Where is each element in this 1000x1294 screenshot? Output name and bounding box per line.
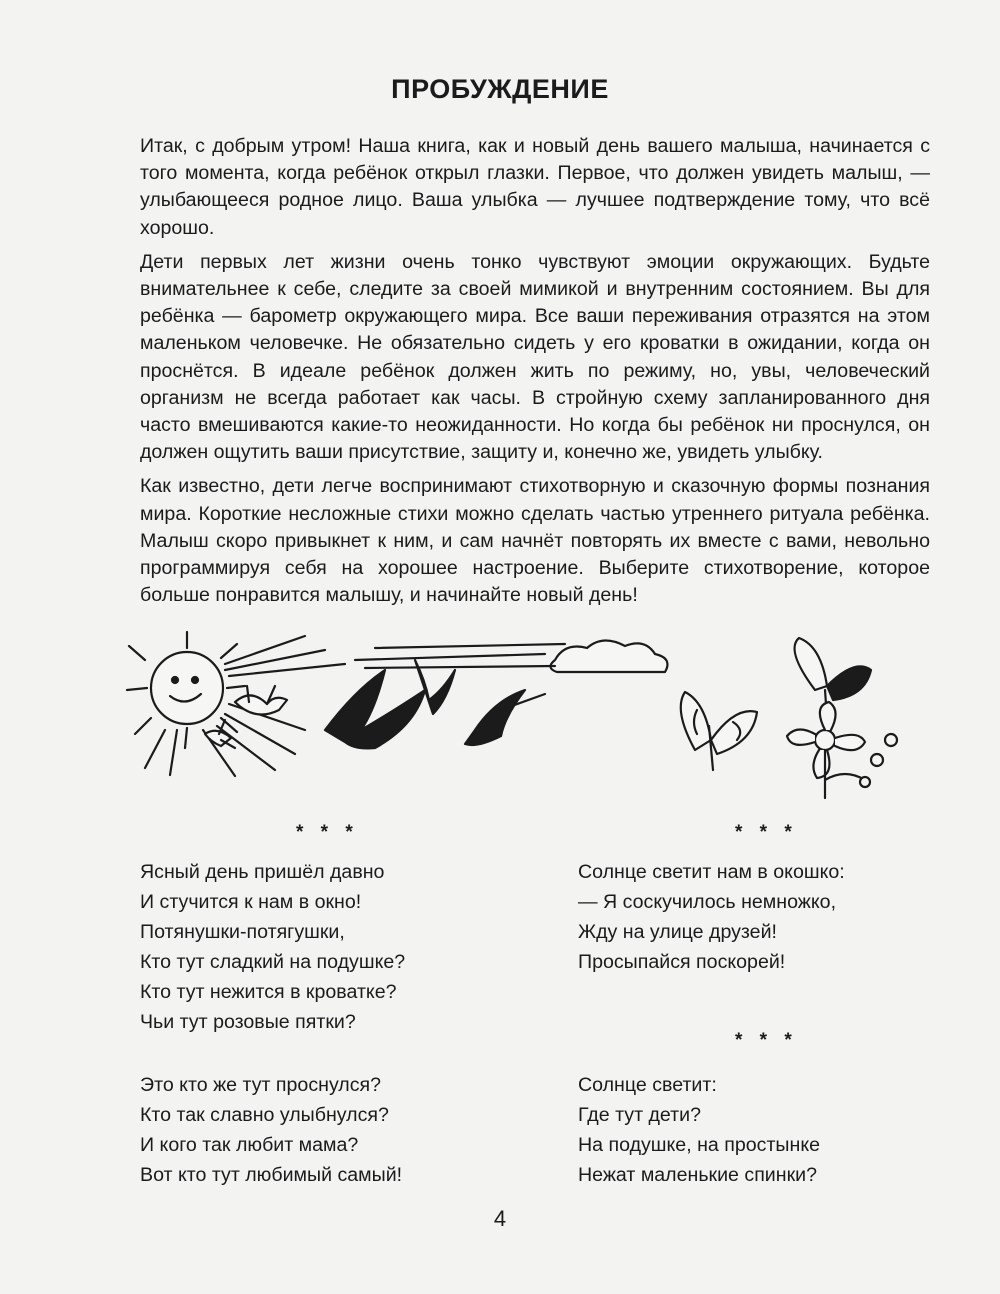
poem-line: Жду на улице друзей! xyxy=(578,921,777,943)
poem-line: Потянушки-потягушки, xyxy=(140,921,345,943)
poem-line: Солнце светит нам в окошко: xyxy=(578,861,845,883)
butterfly-icon xyxy=(681,638,871,770)
poem-line: Это кто же тут проснулся? xyxy=(140,1074,382,1096)
poem-right-1 xyxy=(578,857,845,977)
poem-separator: * * * xyxy=(296,822,359,843)
poem-line: И стучится к нам в окно! xyxy=(140,891,362,913)
poem-line: Кто так славно улыбнулся? xyxy=(140,1104,389,1126)
paragraph: Дети первых лет жизни очень тонко чувствуют эмоции окружающих. Будьте внимательнее к себе, следите за своей мимикой и внутренним состоянием. Вы для ребёнка — барометр окружающего мира. Все ваши переживания отразятся на этом маленьком человечке. Не обязательно сидеть у его кроватки в ожидании, когда он проснётся. В идеале ребёнок должен жить по режиму, но, увы, человеческий организм не всегда работает как часы. В стройную схему запланированного дня часто вмешиваются какие-то неожиданности. Но когда бы ребёнок ни проснулся, он должен ощутить ваши присутствие, защиту и, конечно же, увидеть улыбку. xyxy=(140,250,930,464)
paragraph: Как известно, дети легче воспринимают стихотворную и сказочную формы познания мира. Короткие несложные стихи можно сделать частью утреннего ритуала ребёнка. Малыш скоро привыкнет к ним, и сам начнёт повторять их вместе с вами, невольно программируя себя на хорошее настроение. Выберите стихотворение, которое больше понравится малышу, и начинайте новый день! xyxy=(140,475,930,607)
swallow-icon xyxy=(325,660,545,748)
poem-line: Вот кто тут любимый самый! xyxy=(140,1164,403,1186)
poem-line: Кто тут нежится в кроватке? xyxy=(140,981,397,1003)
poem-line: Ясный день пришёл давно xyxy=(140,861,385,883)
paragraph: Итак, с добрым утром! Наша книга, как и новый день вашего малыша, начинается с того момента, когда ребёнок открыл глазки. Первое, что должен увидеть малыш, — улыбающееся родное лицо. Ваша улыбка — лучшее подтверждение тому, что всё хорошо. xyxy=(140,135,930,239)
poem-line: Солнце светит: xyxy=(578,1074,717,1096)
page-title: ПРОБУЖДЕНИЕ xyxy=(391,74,609,104)
poem-line: Где тут дети? xyxy=(578,1104,701,1126)
cloud-icon xyxy=(355,640,667,672)
poem-separator: * * * xyxy=(735,1030,798,1051)
poem-left-1 xyxy=(140,857,405,1037)
poem-line: Просыпайся поскорей! xyxy=(578,951,786,973)
poem-line: Чьи тут розовые пятки? xyxy=(140,1011,356,1033)
poem-line: Кто тут сладкий на подушке? xyxy=(140,951,406,973)
flower-icon xyxy=(787,702,897,798)
poem-line: На подушке, на простынке xyxy=(578,1134,821,1156)
poem-line: — Я соскучилось немножко, xyxy=(578,891,837,913)
poem-line: И кого так любит мама? xyxy=(140,1134,359,1156)
poem-separator: * * * xyxy=(735,822,798,843)
poem-line: Нежат маленькие спинки? xyxy=(578,1164,817,1186)
intro-text xyxy=(140,133,930,609)
poem-right-2 xyxy=(578,1070,820,1190)
page-number: 4 xyxy=(493,1206,507,1231)
poem-left-2 xyxy=(140,1070,402,1190)
morning-illustration xyxy=(125,630,905,800)
